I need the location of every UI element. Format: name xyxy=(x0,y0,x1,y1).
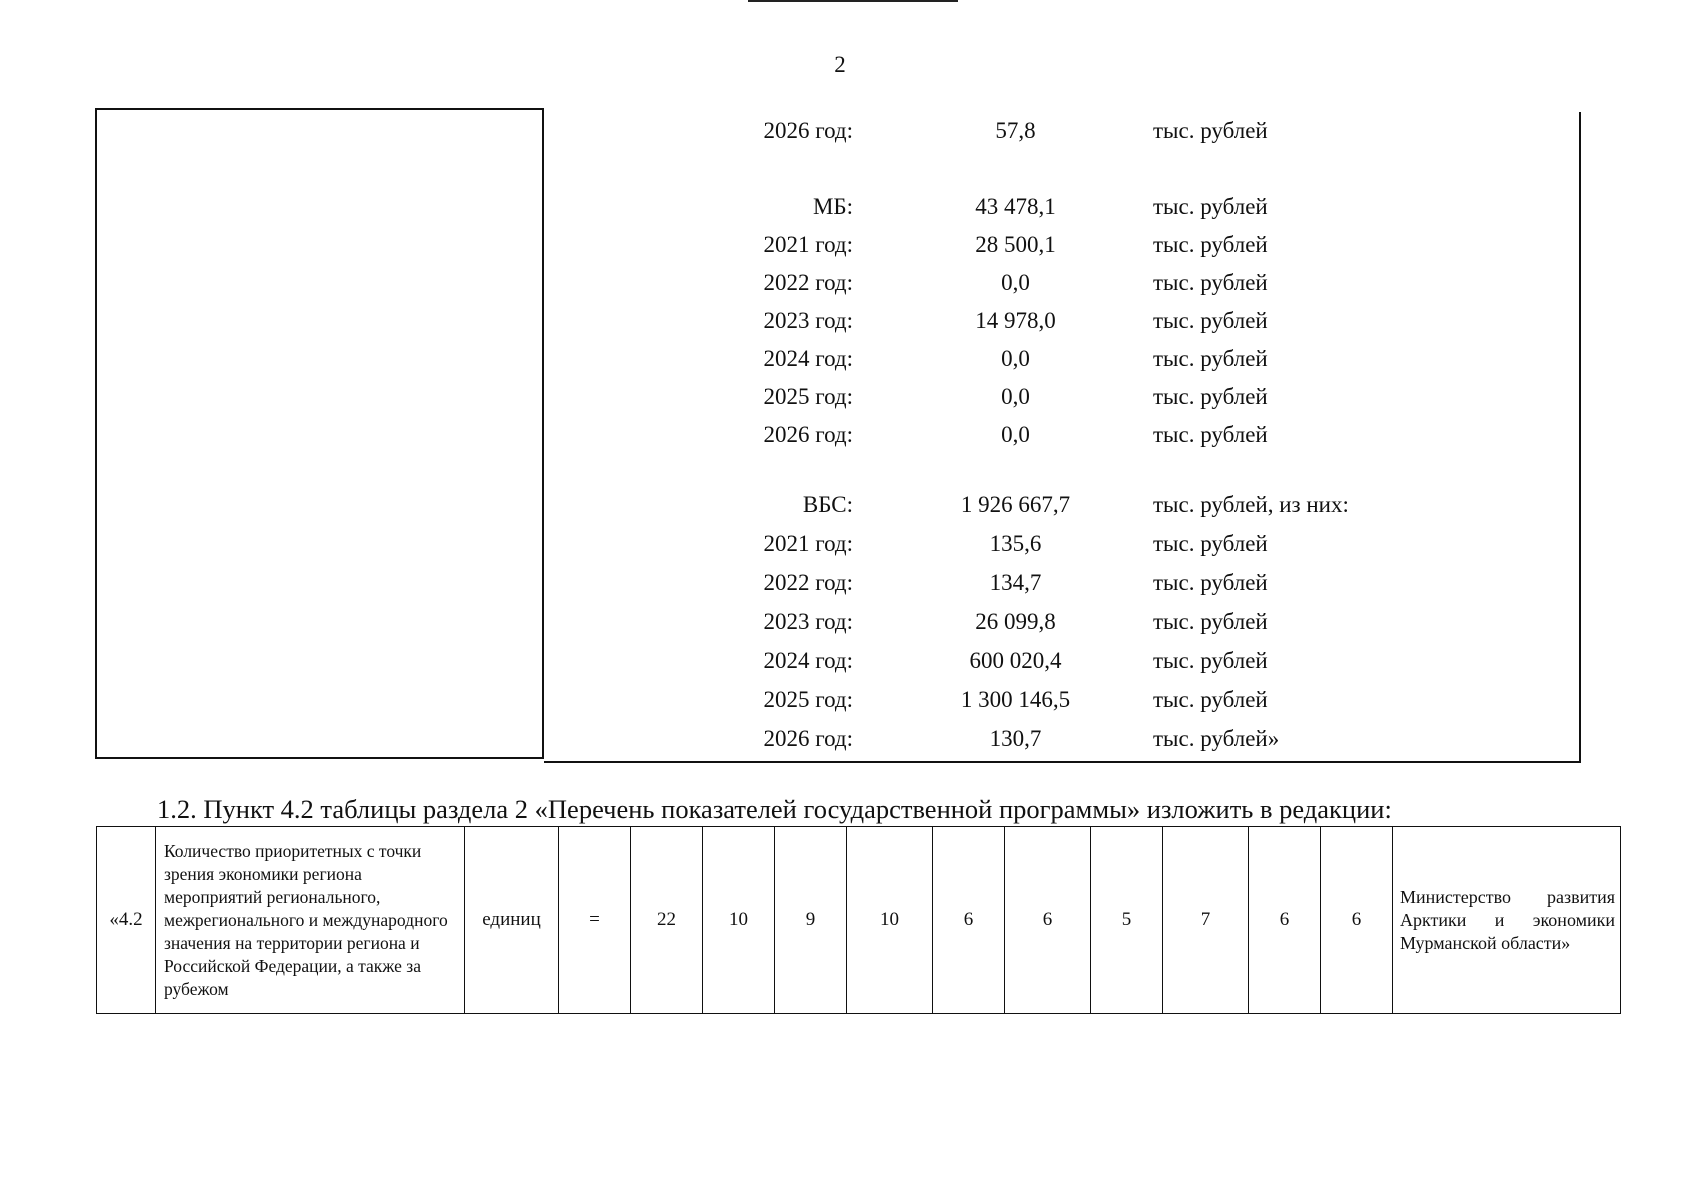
financing-unit: тыс. рублей xyxy=(1153,118,1268,143)
financing-label: 2023 год: xyxy=(763,609,853,634)
financing-unit: тыс. рублей xyxy=(1153,346,1268,371)
financing-row xyxy=(680,570,1440,604)
financing-row xyxy=(680,726,1440,760)
financing-unit: тыс. рублей xyxy=(1153,570,1268,595)
empty-left-cell xyxy=(95,108,544,759)
indicator-number: «4.2 xyxy=(97,827,156,1014)
financing-label: 2025 год: xyxy=(763,687,853,712)
financing-label: 2021 год: xyxy=(763,531,853,556)
financing-unit: тыс. рублей xyxy=(1153,609,1268,634)
indicator-name: Количество приоритетных с точки зрения экономики региона мероприятий регионального, межрегионального и международного значения на территории региона и Российской Федерации, а также за рубежом xyxy=(156,827,465,1014)
financing-label: 2026 год: xyxy=(763,422,853,447)
financing-row xyxy=(680,384,1440,418)
table-bottom-border xyxy=(544,761,1581,763)
financing-label: 2024 год: xyxy=(763,648,853,673)
financing-label: 2022 год: xyxy=(763,270,853,295)
financing-unit: тыс. рублей xyxy=(1153,308,1268,333)
indicator-value: 6 xyxy=(1249,827,1321,1014)
financing-label: 2026 год: xyxy=(763,726,853,751)
indicator-responsible: Министерство развития Арктики и экономики Мурманской области» xyxy=(1393,827,1621,1014)
financing-value: 134,7 xyxy=(989,570,1042,595)
financing-unit: тыс. рублей xyxy=(1153,270,1268,295)
financing-row xyxy=(680,492,1440,526)
financing-label: 2024 год: xyxy=(763,346,853,371)
financing-value: 130,7 xyxy=(989,726,1042,751)
financing-unit: тыс. рублей xyxy=(1153,687,1268,712)
financing-label: 2025 год: xyxy=(763,384,853,409)
financing-unit: тыс. рублей xyxy=(1153,422,1268,447)
financing-unit: тыс. рублей» xyxy=(1153,726,1280,751)
financing-value: 0,0 xyxy=(1001,270,1030,295)
indicator-value: 6 xyxy=(1321,827,1393,1014)
financing-row xyxy=(680,422,1440,456)
indicator-value: 5 xyxy=(1091,827,1163,1014)
financing-label: 2021 год: xyxy=(763,232,853,257)
indicator-value: 10 xyxy=(847,827,933,1014)
financing-row xyxy=(680,346,1440,380)
financing-label: ВБС: xyxy=(802,492,853,517)
financing-row xyxy=(680,609,1440,643)
indicator-value: 6 xyxy=(933,827,1005,1014)
financing-row xyxy=(680,118,1440,152)
indicator-table xyxy=(96,826,1621,1014)
financing-value: 0,0 xyxy=(1001,346,1030,371)
financing-row xyxy=(680,308,1440,342)
indicator-value: 9 xyxy=(775,827,847,1014)
financing-unit: тыс. рублей xyxy=(1153,232,1268,257)
financing-unit: тыс. рублей, из них: xyxy=(1153,492,1349,517)
financing-label: 2026 год: xyxy=(763,118,853,143)
financing-value: 57,8 xyxy=(995,118,1036,143)
financing-value: 0,0 xyxy=(1001,422,1030,447)
financing-value: 1 926 667,7 xyxy=(960,492,1071,517)
financing-unit: тыс. рублей xyxy=(1153,384,1268,409)
financing-value: 600 020,4 xyxy=(969,648,1062,673)
financing-value: 135,6 xyxy=(989,531,1042,556)
indicator-value: 22 xyxy=(631,827,703,1014)
financing-unit: тыс. рублей xyxy=(1153,648,1268,673)
financing-label: 2023 год: xyxy=(763,308,853,333)
financing-label: МБ: xyxy=(812,194,853,219)
financing-row xyxy=(680,687,1440,721)
financing-row xyxy=(680,270,1440,304)
financing-unit: тыс. рублей xyxy=(1153,194,1268,219)
indicator-value: 6 xyxy=(1005,827,1091,1014)
financing-value: 0,0 xyxy=(1001,384,1030,409)
financing-value: 43 478,1 xyxy=(975,194,1056,219)
financing-value: 28 500,1 xyxy=(975,232,1056,257)
financing-label: 2022 год: xyxy=(763,570,853,595)
financing-value: 26 099,8 xyxy=(975,609,1056,634)
indicator-unit: единиц xyxy=(465,827,559,1014)
financing-unit: тыс. рублей xyxy=(1153,531,1268,556)
amendment-paragraph: 1.2. Пункт 4.2 таблицы раздела 2 «Перечень показателей государственной программы» изложить в редакции: xyxy=(157,794,1392,824)
financing-value: 14 978,0 xyxy=(975,308,1056,333)
financing-row xyxy=(680,194,1440,228)
table-right-border xyxy=(1579,112,1581,763)
table-row xyxy=(97,827,1621,1014)
financing-row xyxy=(680,232,1440,266)
financing-row xyxy=(680,531,1440,565)
page-number: 2 xyxy=(834,52,846,77)
indicator-value: 10 xyxy=(703,827,775,1014)
indicator-value: 7 xyxy=(1163,827,1249,1014)
financing-value: 1 300 146,5 xyxy=(960,687,1071,712)
financing-row xyxy=(680,648,1440,682)
indicator-direction: = xyxy=(559,827,631,1014)
top-rule xyxy=(748,0,958,2)
